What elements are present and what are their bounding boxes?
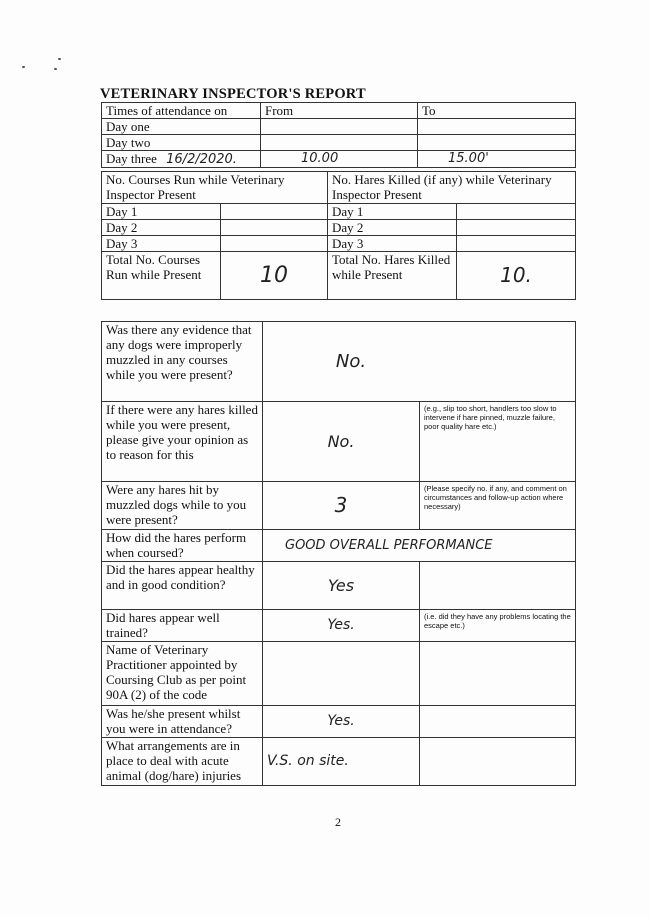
question-cell: Did the hares appear healthy and in good condition?: [102, 562, 263, 610]
table-row: [102, 236, 576, 252]
to-cell: [418, 119, 576, 135]
question-cell: Was there any evidence that any dogs were improperly muzzled in any courses while you were present?: [102, 322, 263, 402]
day-label: Day one: [102, 119, 261, 135]
courses-header: No. Courses Run while Veterinary Inspector Present: [102, 172, 328, 204]
question-cell: What arrangements are in place to deal with acute animal (dog/hare) injuries: [102, 738, 263, 786]
table-row: [102, 220, 576, 236]
report-title: VETERINARY INSPECTOR'S REPORT: [100, 86, 366, 102]
day-label-text: Day three: [106, 151, 157, 166]
to-header: To: [418, 103, 576, 119]
courses-table: [101, 171, 576, 300]
total-courses-value: 10: [221, 252, 328, 300]
table-row: [102, 530, 576, 562]
total-hares-label: Total No. Hares Killed while Present: [328, 252, 457, 300]
table-row: [102, 562, 576, 610]
to-cell: 15.00': [418, 151, 576, 168]
answer-cell: No.: [263, 402, 420, 482]
table-row: [102, 706, 576, 738]
table-row: [102, 642, 576, 706]
hares-value: [457, 220, 576, 236]
day-label: Day 1: [328, 204, 457, 220]
from-cell: 10.00: [261, 151, 418, 168]
handwritten-date: 16/2/2020.: [166, 152, 237, 167]
from-cell: [261, 135, 418, 151]
courses-value: [221, 236, 328, 252]
note-cell: (e.g., slip too short, handlers too slow to intervene if hare pinned, muzzle failure, poor quality hare etc.): [420, 402, 576, 482]
question-cell: Name of Veterinary Practitioner appointed by Coursing Club as per point 90A (2) of the code: [102, 642, 263, 706]
table-row: [102, 322, 576, 402]
hares-value: [457, 236, 576, 252]
answer-cell: GOOD OVERALL PERFORMANCE: [263, 530, 576, 562]
table-row: [102, 252, 576, 300]
answer-cell: Yes.: [263, 610, 420, 642]
answer-cell: 3: [263, 482, 420, 530]
hares-killed-header: No. Hares Killed (if any) while Veterinary Inspector Present: [328, 172, 576, 204]
answer-cell: V.S. on site.: [263, 738, 420, 786]
table-row: [102, 610, 576, 642]
scan-speck: [22, 66, 25, 68]
hares-value: [457, 204, 576, 220]
day-label: Day 2: [102, 220, 221, 236]
day-label: Day 1: [102, 204, 221, 220]
attendance-label: Times of attendance on: [102, 103, 261, 119]
answer-cell: [263, 642, 420, 706]
question-cell: Were any hares hit by muzzled dogs while to you were present?: [102, 482, 263, 530]
table-row: [102, 172, 576, 204]
table-row: [102, 151, 576, 168]
day-label: Day 3: [328, 236, 457, 252]
from-cell: [261, 119, 418, 135]
table-row: [102, 402, 576, 482]
page-number: 2: [335, 815, 341, 829]
table-row: [102, 119, 576, 135]
note-cell: [420, 642, 576, 706]
question-cell: If there were any hares killed while you were present, please give your opinion as to reason for this: [102, 402, 263, 482]
from-header: From: [261, 103, 418, 119]
scan-speck: [58, 58, 61, 60]
question-cell: Was he/she present whilst you were in attendance?: [102, 706, 263, 738]
note-cell: (i.e. did they have any problems locating the escape etc.): [420, 610, 576, 642]
note-cell: [420, 562, 576, 610]
to-cell: [418, 135, 576, 151]
question-cell: Did hares appear well trained?: [102, 610, 263, 642]
day-label: Day 2: [328, 220, 457, 236]
answer-cell: No.: [263, 322, 576, 402]
answer-cell: Yes.: [263, 706, 420, 738]
day-label: Day two: [102, 135, 261, 151]
total-hares-value: 10.: [457, 252, 576, 300]
day-label: Day 3: [102, 236, 221, 252]
note-cell: [420, 706, 576, 738]
total-courses-label: Total No. Courses Run while Present: [102, 252, 221, 300]
table-row: [102, 738, 576, 786]
scan-speck: [54, 68, 57, 70]
table-row: [102, 135, 576, 151]
note-cell: [420, 738, 576, 786]
question-cell: How did the hares perform when coursed?: [102, 530, 263, 562]
table-row: [102, 103, 576, 119]
attendance-table: [101, 102, 576, 168]
courses-value: [221, 220, 328, 236]
note-cell: (Please specify no. if any, and comment on circumstances and follow-up action where necessary): [420, 482, 576, 530]
courses-value: [221, 204, 328, 220]
table-row: [102, 482, 576, 530]
questions-table: [101, 321, 576, 786]
day-label: [102, 151, 261, 168]
table-row: [102, 204, 576, 220]
answer-cell: Yes: [263, 562, 420, 610]
